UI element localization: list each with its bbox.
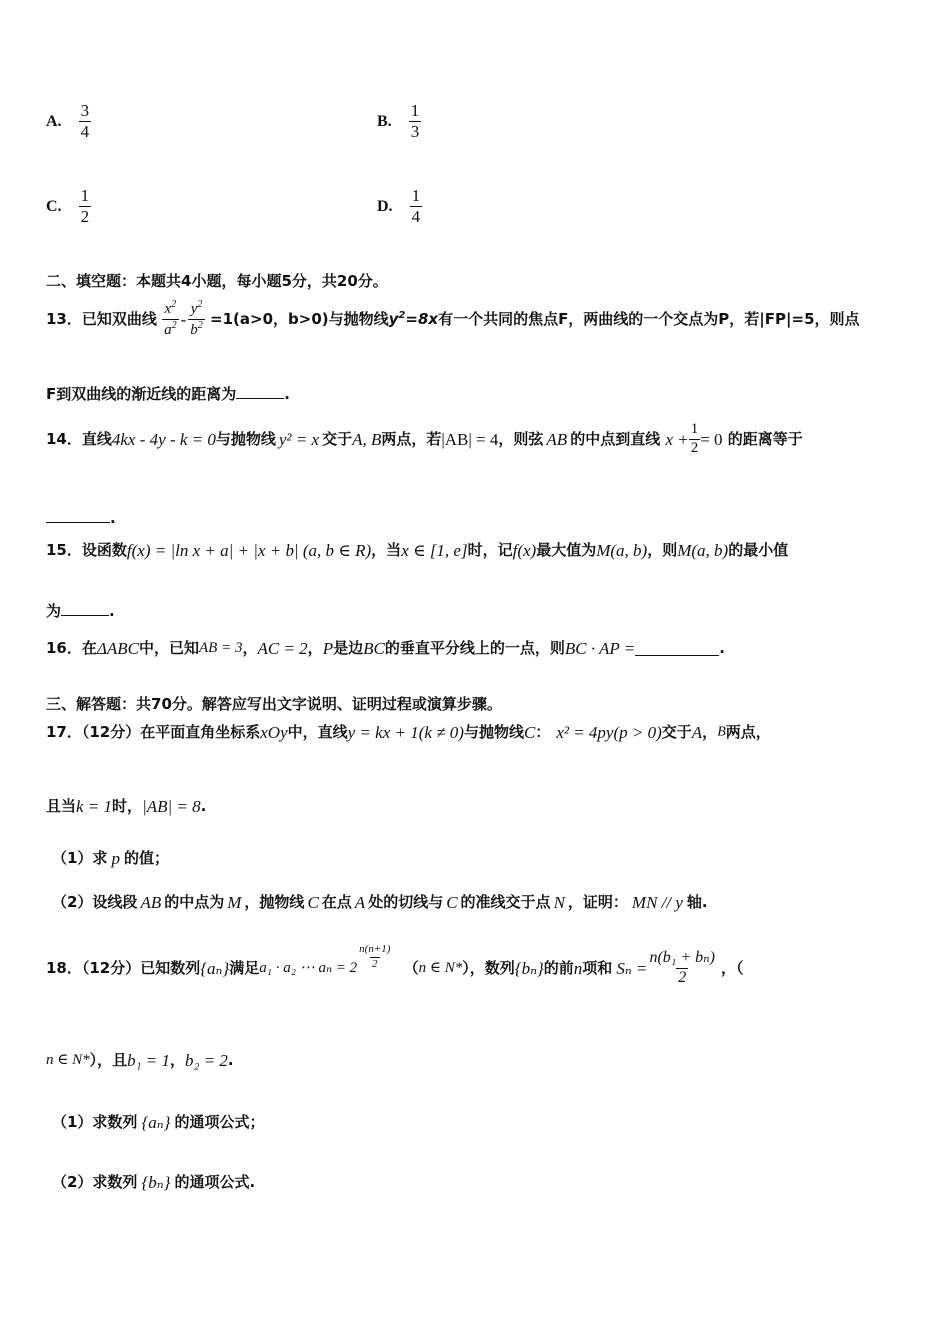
q14-text1: 直线 [81,429,112,448]
choice-c-num: 1 [80,186,90,205]
q13-answer-blank[interactable] [236,384,284,399]
choice-b-fraction [409,102,422,141]
question-18 [46,943,744,987]
question-18-line2 [46,1052,234,1069]
q16-triangle: ΔABC [96,639,139,658]
q14-line2-eq-left: x + [665,429,689,449]
q17-text9: 时， [112,797,143,815]
question-17-line2 [46,798,206,815]
q16-p: P [322,639,334,658]
q15-text6: 的最小值 [728,541,789,559]
q18-product-eq: a₁ · a₂ ⋯ aₙ = 2 [259,959,358,976]
q18-part1-seq: {aₙ} [141,1113,171,1132]
q18-seq-b: {bₙ} [514,958,544,978]
q13-text5: . [284,385,290,403]
q17-text8: 且当 [46,797,77,815]
q17-part2-m: M [227,893,242,912]
q17-text3: 与抛物线 [463,723,524,741]
q18-text8: ），且 [89,1051,128,1069]
q18-exponent: $\frac{n(n+1)}{2}$ [359,943,391,970]
q13-number: 13． [46,309,82,328]
q17-part2-text4: 处的切线与 [368,893,444,911]
choice-c-fraction [79,187,92,226]
question-18-part1 [52,1114,264,1131]
choice-c-den: 2 [80,206,90,226]
q15-text4: 最大值为 [536,541,597,559]
choice-d-den: 4 [411,206,421,226]
question-17-part2 [52,894,708,911]
q13-text2: =1(a>0，b>0)与抛物线 [210,309,389,328]
q18-part2-text: 的通项公式. [174,1173,256,1191]
q18-n-domain: n ∈ N* [418,959,463,976]
q18-text4: ），数列 [462,958,515,977]
q15-text8: . [109,602,115,620]
section3-heading: 三、解答题：共70分。解答应写出文字说明、证明过程或演算步骤。 [46,695,502,713]
choice-a [46,102,91,141]
q17-part2-n: N [553,893,565,912]
q16-bc: BC [363,639,385,658]
q13-text1: 已知双曲线 [81,309,157,328]
q17-part1-text: 的值； [123,849,169,867]
q15-text7: 为 [46,602,62,620]
q17-part2-parallel: MN // y [631,893,683,912]
q15-interval: x ∈ [1, e] [401,541,468,560]
choice-b-den: 3 [410,121,420,141]
q14-text2: 与抛物线 [215,429,276,448]
q17-text5: 交于 [661,723,692,741]
q18-seq-a: {aₙ} [200,958,230,978]
q18-text3: （ [403,958,419,977]
q18-text6: 项和 [582,958,613,977]
q14-ab-length: |AB| = 4 [441,429,499,449]
choice-d-num: 1 [411,186,421,205]
question-13-line2 [46,383,290,404]
q13-text3: 有一个共同的焦点F，两曲线的一个交点为P，若|FP|=5，则点 [438,309,860,328]
choice-b-num: 1 [410,101,420,120]
choice-a-den: 4 [80,121,90,141]
q16-text4: ， [307,639,323,657]
q18-n: n [573,958,583,978]
q18-b2: b₂ = 2 [185,1051,228,1070]
q18-sn-fraction: $\frac{\text{n(b₁ + bₙ)}}{2}$ [649,949,715,986]
q17-ab-length: |AB| = 8 [142,797,201,816]
q13-parabola-eq: $y^2=8x$ [388,310,439,329]
question-14-line2 [46,508,116,527]
q14-number: 14． [46,429,82,448]
q14-answer-blank[interactable] [46,508,110,523]
q14-half-fraction: $\frac{1}{2}$ [690,421,699,456]
q18-part2-seq: {bₙ} [141,1173,171,1192]
choice-a-label: A. [46,112,62,130]
q18-text2: 满足 [229,958,260,977]
q17-part2-text7: 轴. [686,893,708,911]
q17-text10: . [200,797,207,815]
q17-part2-text6: ，证明： [567,893,628,911]
q16-answer-blank[interactable] [635,641,719,656]
q17-k-value: k = 1 [76,797,113,816]
q17-part2-text5: 的准线交于点 [460,893,551,911]
q14-text5: ，则弦 [498,429,544,448]
q15-max: M(a, b) [596,541,648,560]
q17-part1-p: p [111,849,120,868]
q17-text1: （12分）在平面直角坐标系 [81,723,261,741]
q17-text4: ： [535,723,551,741]
q14-text7: 的距离等于 [727,429,803,448]
q17-parabola-eq: x² = 4py(p > 0) [556,723,662,742]
q18-text9: ， [170,1051,186,1069]
question-16 [46,640,725,657]
q16-dot-product: BC · AP = [564,639,636,658]
q15-number: 15． [46,541,82,559]
q18-text10: . [227,1051,234,1069]
q16-number: 16． [46,639,82,657]
question-18-part2 [52,1174,255,1191]
q17-line-eq: y = kx + 1(k ≠ 0) [347,723,464,742]
q16-text6: 的垂直平分线上的一点，则 [384,639,565,657]
q17-part1-label: （1）求 [52,849,108,867]
question-15-line2 [46,600,115,621]
q18-sn: Sₙ = [616,958,648,978]
q17-part2-a: A [354,893,366,912]
question-17 [46,724,771,741]
q16-text1: 在 [81,639,97,657]
q16-text2: 中，已知 [138,639,199,657]
q17-coord-system: xOy [260,723,288,742]
q16-ac: AC = 2 [257,639,308,658]
q15-fx: f(x) [512,541,537,560]
q18-b1: b₁ = 1 [127,1051,171,1070]
q17-part2-c2: C [446,893,458,912]
q17-part2-ab: AB [140,893,162,912]
question-14 [46,422,803,457]
q18-text1: （12分）已知数列 [81,958,201,977]
q16-text7: . [719,639,725,657]
q15-text5: ，则 [647,541,678,559]
choice-c [46,187,91,226]
q14-text4: 两点，若 [381,429,442,448]
q17-part2-text3: 在点 [321,893,352,911]
q16-ab: AB = 3 [199,640,243,656]
section2-heading: 二、填空题：本题共4小题，每小题5分，共20分。 [46,272,388,290]
choice-b [377,102,421,141]
q15-text1: 设函数 [81,541,127,559]
question-15 [46,542,788,559]
q15-function-eq: f(x) = |ln x + a| + |x + b| (a, b ∈ R) [126,541,372,560]
q17-part2-text2: ，抛物线 [244,893,305,911]
q18-part1-label: （1）求数列 [52,1113,138,1131]
q17-parabola-name: C [523,723,536,742]
q14-parabola-eq: y² = x [278,429,320,449]
q16-text5: 是边 [333,639,364,657]
q17-part2-c: C [307,893,319,912]
q17-text2: 中，直线 [287,723,348,741]
q14-text3: 交于 [322,429,353,448]
q18-n-domain2: n ∈ N* [46,1052,90,1068]
choice-d [377,187,422,226]
q18-part2-label: （2）求数列 [52,1173,138,1191]
q17-point-b: B [717,724,726,740]
q18-part1-text: 的通项公式； [174,1113,265,1131]
q13-frac-y: $\frac{y^2}{b^2}$ [190,299,203,338]
q17-point-a: A [691,723,703,742]
q15-text3: 时，记 [467,541,513,559]
choice-d-label: D. [377,197,393,215]
q14-points: A, B [352,429,382,449]
choice-a-num: 3 [80,101,90,120]
q17-text6: ， [702,723,718,741]
choice-c-label: C. [46,197,62,215]
choice-b-label: B. [377,112,392,130]
choice-d-fraction [410,187,423,226]
q13-frac-x: $\frac{x^2}{a^2}$ [164,299,177,338]
question-17-part1 [52,850,169,867]
q14-chord: AB [546,429,568,449]
q15-max2: M(a, b) [677,541,729,560]
q18-text5: 的前 [543,958,574,977]
q17-part2-label: （2）设线段 [52,893,138,911]
q14-text8: . [110,509,116,527]
q14-line-eq: 4kx - 4y - k = 0 [111,429,216,449]
q17-part2-text1: 的中点为 [164,893,225,911]
q17-number: 17． [46,723,82,741]
q14-text6: 的中点到直线 [570,429,661,448]
q15-text2: ，当 [371,541,402,559]
q15-answer-blank[interactable] [61,601,109,616]
question-13: 13．已知双曲线 $\frac{x^2}{a^2}$ - $\frac{y^2}{b^2}$ =1(a>0，b>0)与抛物线$y^2=8x$有一个共同的焦点F，两曲线的一个交点为P，若|FP|=5，则点 [46,299,860,338]
choice-a-fraction [79,102,92,141]
q14-line2-eq-right: = 0 [700,429,723,449]
q18-text7: ，（ [720,958,744,977]
q18-number: 18． [46,958,82,977]
q13-text4: F到双曲线的渐近线的距离为 [46,385,237,403]
q17-text7: 两点， [725,723,771,741]
q16-text3: ， [242,639,258,657]
